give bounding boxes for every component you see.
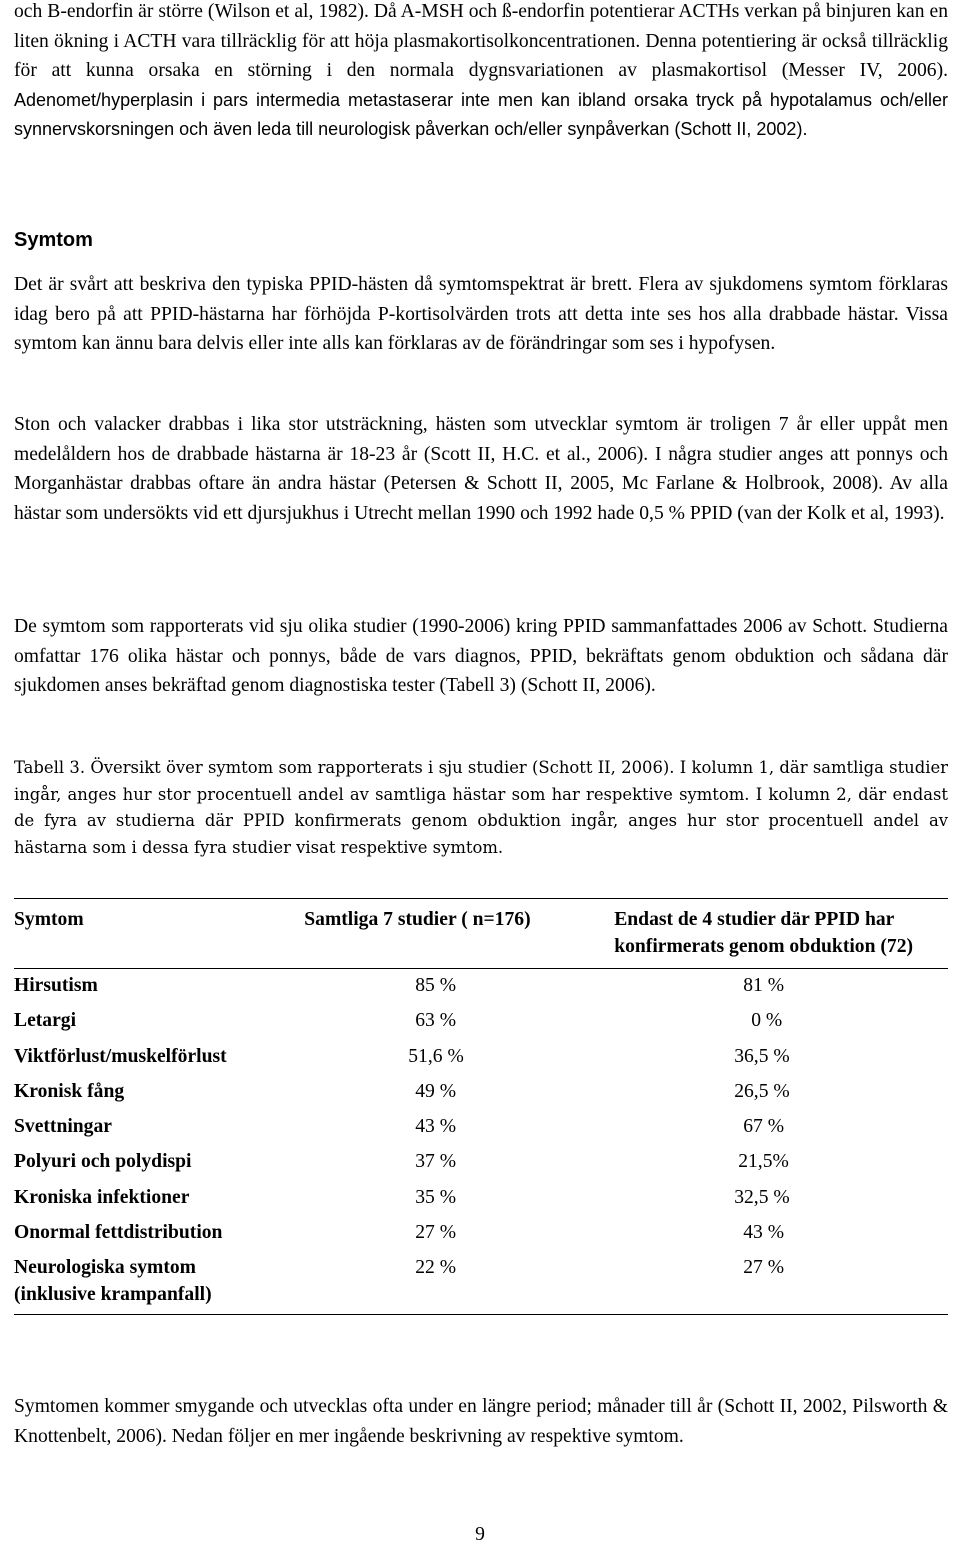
- header-all-studies: Samtliga 7 studier ( n=176): [304, 899, 614, 969]
- table-row: [14, 1004, 948, 1039]
- row-symptom: Kronisk fång: [14, 1080, 125, 1102]
- table-row: [14, 1040, 948, 1075]
- intro-paragraph: [14, 0, 948, 145]
- section-heading: Symtom: [14, 229, 93, 251]
- row-all-value: 37 %: [415, 1151, 457, 1173]
- symptom-table: [14, 898, 948, 1315]
- row-confirmed-value: 26,5 %: [734, 1080, 790, 1102]
- table-row: [14, 1251, 948, 1315]
- row-confirmed-value: 43 %: [743, 1222, 785, 1244]
- closing-paragraph: Symtomen kommer smygande och utvecklas ofta under en längre period; månader till år (Schott II, 2002, Pilsworth & Knottenbelt, 2006). Nedan följer en mer ingående beskrivning av respektive symtom.: [14, 1396, 948, 1447]
- row-all-value: 27 %: [415, 1222, 457, 1244]
- row-confirmed-value: 81 %: [743, 975, 785, 996]
- table-row: [14, 1110, 948, 1145]
- row-symptom: Letargi: [14, 1010, 77, 1032]
- row-symptom: Svettningar: [14, 1116, 112, 1138]
- row-confirmed-value: 67 %: [743, 1116, 785, 1138]
- row-symptom: Hirsutism: [14, 975, 98, 996]
- row-confirmed-value: 36,5 %: [734, 1045, 790, 1067]
- row-symptom: Onormal fettdistribution: [14, 1222, 223, 1244]
- symptom-paragraph-3: De symtom som rapporterats vid sju olika studier (1990-2006) kring PPID sammanfattades 2006 av Schott. Studierna omfattar 176 olika hästar och ponnys, både de vars diagnos, PPID, bekräftats genom obduktion och sådana där sjukdomen anses bekräftad genom diagnostiska tester (Tabell 3) (Schott II, 2006).: [14, 616, 948, 696]
- page-number: 9: [475, 1524, 485, 1545]
- row-confirmed-value: 0 %: [751, 1010, 783, 1032]
- header-confirmed-studies: Endast de 4 studier där PPID har konfirmerats genom obduktion (72): [614, 899, 948, 969]
- row-confirmed-value: 32,5 %: [734, 1186, 790, 1208]
- row-symptom: Kroniska infektioner: [14, 1186, 190, 1208]
- table-row: [14, 969, 948, 1005]
- table-header-row: [14, 899, 948, 969]
- table-row: [14, 1216, 948, 1251]
- row-all-value: 63 %: [415, 1010, 457, 1032]
- symptom-paragraph-1: Det är svårt att beskriva den typiska PPID-hästen då symtomspektrat är brett. Flera av sjukdomens symtom förklaras idag bero på att PPID-hästarna har förhöjda P-kortisolvärden trots att detta inte ses hos alla drabbade hästar. Vissa symtom kan ännu bara delvis eller inte alls kan förklaras av de förändringar som ses i hypofysen.: [14, 274, 948, 354]
- row-all-value: 22 %: [304, 1251, 614, 1315]
- row-confirmed-value: 21,5%: [738, 1151, 789, 1173]
- row-all-value: 49 %: [415, 1080, 457, 1102]
- row-symptom: Viktförlust/muskelförlust: [14, 1045, 227, 1067]
- row-all-value: 43 %: [415, 1116, 457, 1138]
- table-row: [14, 1075, 948, 1110]
- row-symptom: Polyuri och polydispi: [14, 1151, 192, 1173]
- header-symptom: Symtom: [14, 899, 304, 969]
- row-all-value: 51,6 %: [408, 1045, 464, 1067]
- table-row: [14, 1145, 948, 1180]
- row-all-value: 85 %: [415, 975, 457, 996]
- table-caption: Tabell 3. Översikt över symtom som rapporterats i sju studier (Schott II, 2006). I kolumn 1, där samtliga studier ingår, anges hur stor procentuell andel av samtliga hästar som har respektive symtom. I kolumn 2, där endast de fyra av studierna där PPID konfirmerats genom obduktion ingår, anges hur stor procentuell andel av hästarna som i dessa fyra studier visat respektive symtom.: [14, 758, 948, 857]
- row-confirmed-value: 27 %: [614, 1251, 948, 1315]
- intro-text-2: Adenomet/hyperplasin i pars intermedia metastaserar inte men kan ibland orsaka tryck på hypotalamus och/eller synnervskorsningen och även leda till neurologisk påverkan och/eller synpåverkan (Schott II, 2002).: [14, 89, 948, 139]
- intro-text-1: och B-endorfin är större (Wilson et al, 1982). Då A-MSH och ß-endorfin potentierar ACTHs verkan på binjuren kan en liten ökning i ACTH vara tillräcklig för att höja plasmakortisolkoncentrationen. Denna potentiering är också tillräcklig för att kunna orsaka en störning i den normala dygnsvariationen av plasmakortisol (Messer IV, 2006).: [14, 1, 948, 81]
- row-all-value: 35 %: [415, 1186, 457, 1208]
- symptom-paragraph-2: Ston och valacker drabbas i lika stor utsträckning, hästen som utvecklar symtom är troligen 7 år eller uppåt men medelåldern hos de drabbade hästarna är 18-23 år (Scott II, H.C. et al., 2006). I några studier anges att ponnys och Morganhästar drabbas oftare än andra hästar (Petersen & Schott II, 2005, Mc Farlane & Holbrook, 2008). Av alla hästar som undersökts vid ett djursjukhus i Utrecht mellan 1990 och 1992 hade 0,5 % PPID (van der Kolk et al, 1993).: [14, 414, 948, 524]
- row-symptom: Neurologiska symtom (inklusive krampanfall): [14, 1251, 304, 1315]
- table-row: [14, 1181, 948, 1216]
